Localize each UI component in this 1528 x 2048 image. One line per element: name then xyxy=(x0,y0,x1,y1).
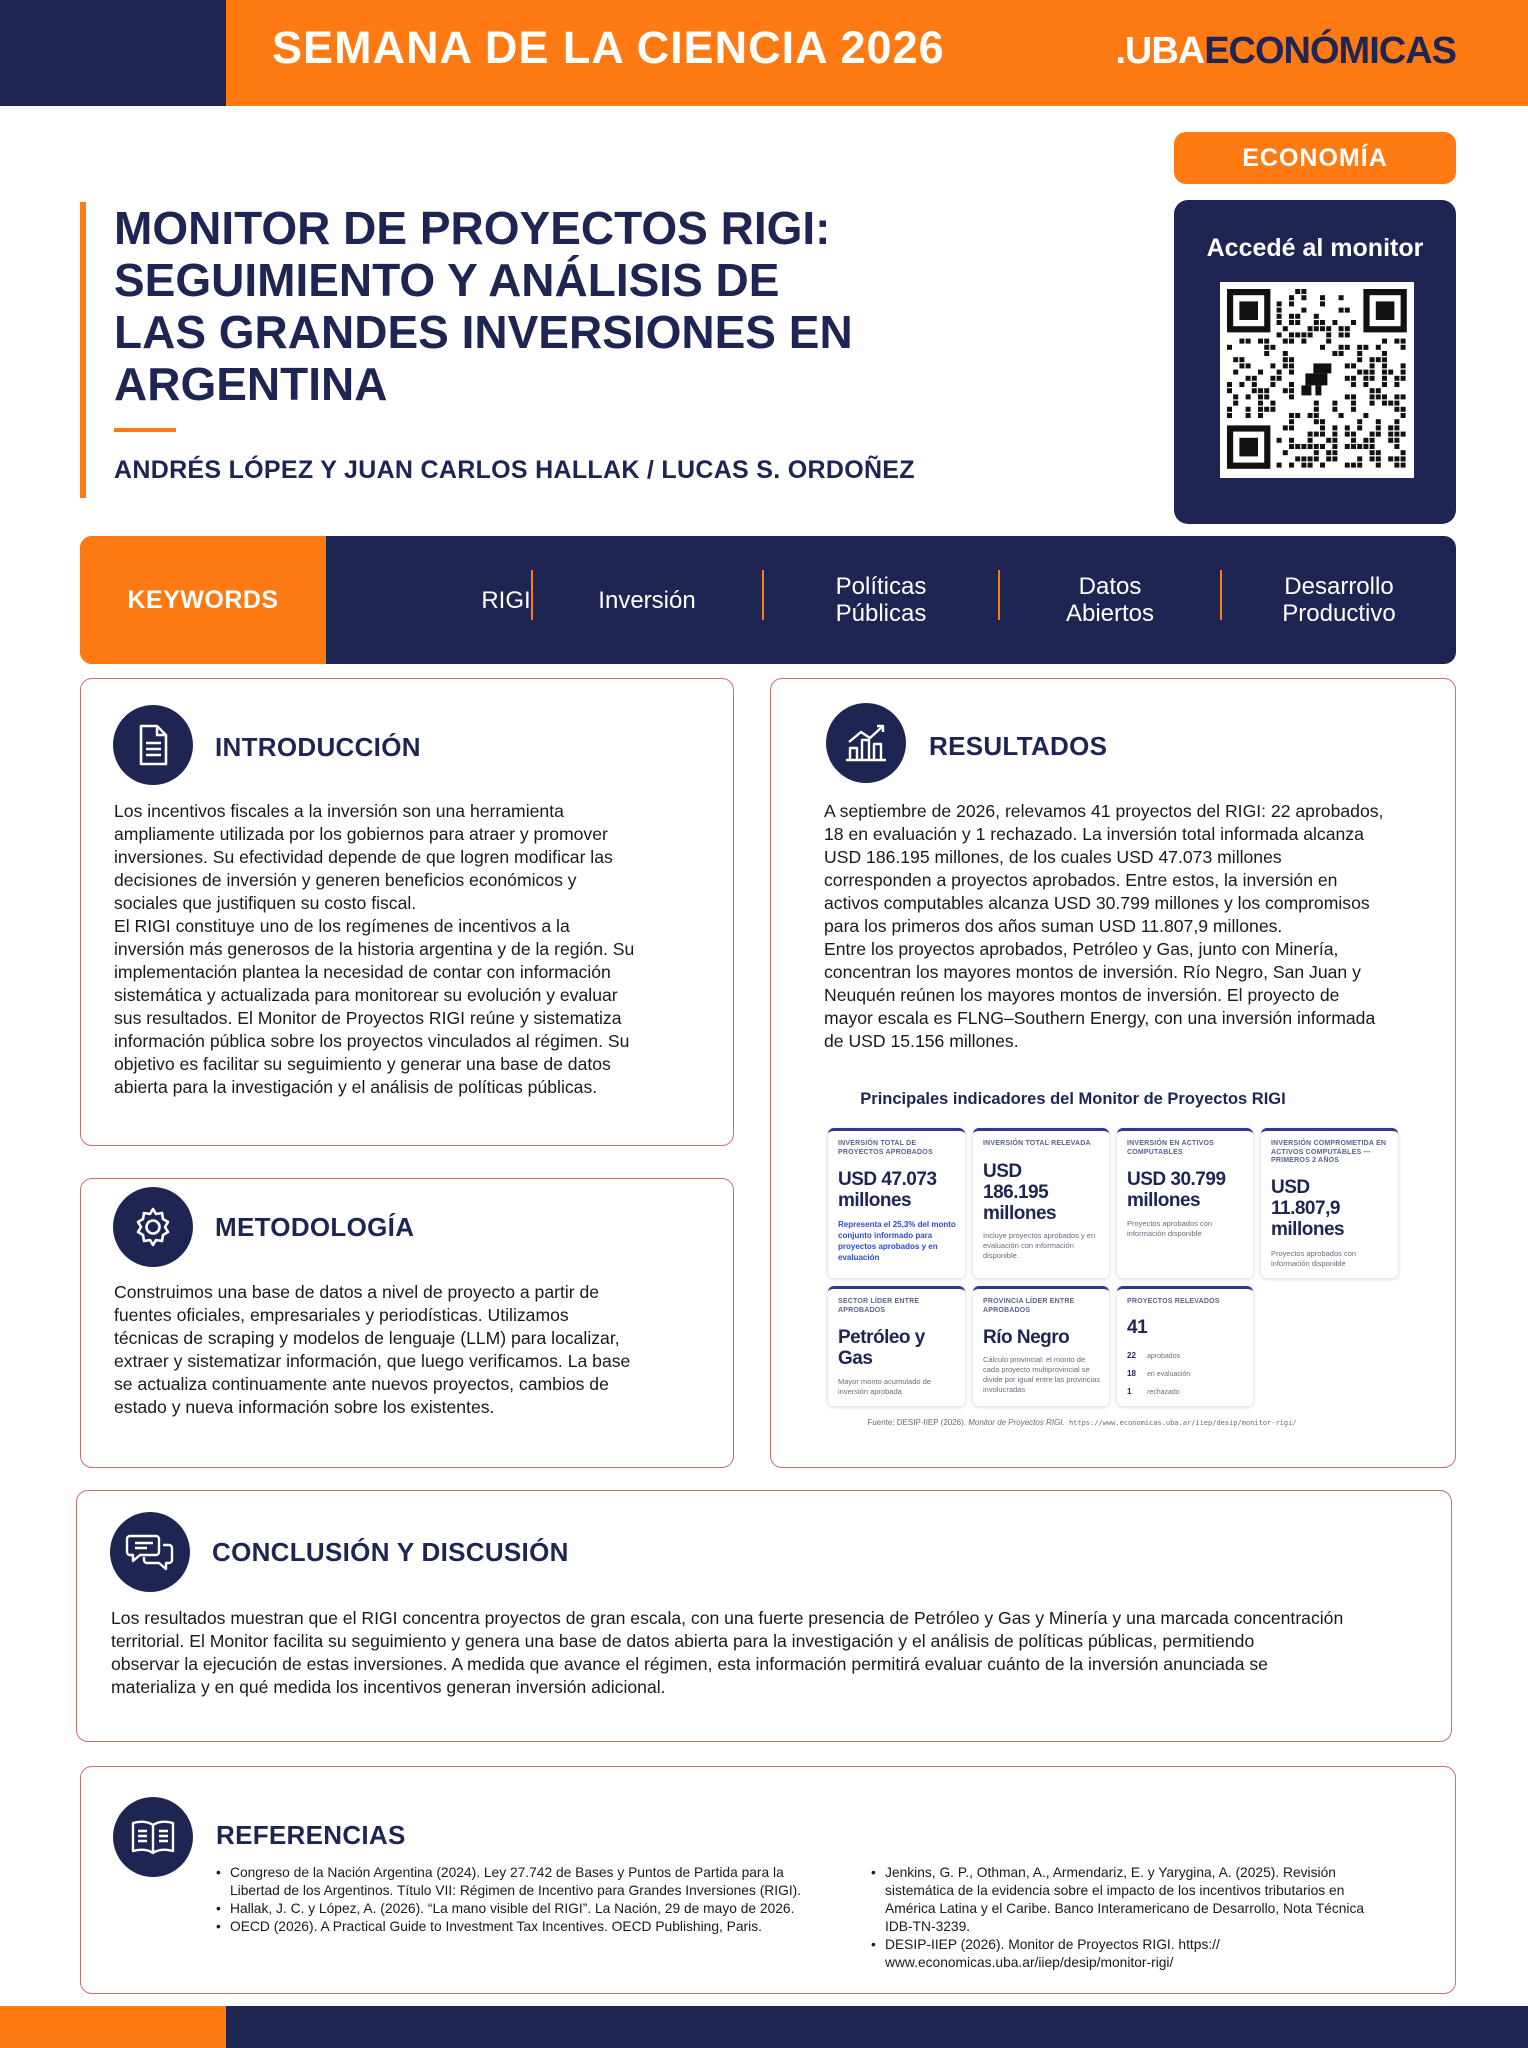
poster-title-line: ARGENTINA xyxy=(114,358,388,410)
card-value: Río Negro xyxy=(983,1327,1070,1348)
text-line: abierta para la investigación y el análisis de políticas públicas. xyxy=(114,1077,598,1097)
card-label: INVERSIÓN COMPROMETIDA EN ACTIVOS COMPUTABLES — PRIMEROS 2 AÑOS xyxy=(1271,1140,1387,1164)
card-note: Proyectos aprobados con información disponible xyxy=(1127,1219,1213,1238)
title-accent-bar xyxy=(80,202,86,498)
qr-label: Accedé al monitor xyxy=(1206,234,1424,262)
text-line: inversión más generosos de la historia argentina y de la región. Su xyxy=(114,939,635,959)
indicator-card xyxy=(1261,1128,1398,1278)
conclusion-title: CONCLUSIÓN Y DISCUSIÓN xyxy=(212,1537,569,1567)
text-line: técnicas de scraping y modelos de lenguaje (LLM) para localizar, xyxy=(114,1328,620,1348)
keyword-datos-abiertos xyxy=(1000,536,1220,664)
keywords-bar xyxy=(80,536,1456,664)
text-line: USD 186.195 millones, de los cuales USD 47.073 millones xyxy=(824,847,1282,867)
referencias-title: REFERENCIAS xyxy=(216,1820,406,1850)
card-value: USD 47.073 millones xyxy=(838,1169,937,1211)
event-title: SEMANA DE LA CIENCIA 2026 xyxy=(272,22,945,73)
card-note: Incluye proyectos aprobados y en evaluación con información disponible. xyxy=(983,1231,1096,1260)
text-line: mayor escala es FLNG–Southern Energy, con una inversión informada xyxy=(824,1008,1376,1028)
keyword-text: RIGI xyxy=(481,586,531,614)
open-book-icon xyxy=(113,1797,193,1877)
reference-line: • DESIP-IIEP (2026). Monitor de Proyectos RIGI. https:// xyxy=(885,1937,1220,1952)
reference-item xyxy=(216,1918,856,1936)
status-label: rechazado xyxy=(1147,1389,1180,1396)
keyword-politicas-publicas xyxy=(764,536,998,664)
keyword-text: Datos xyxy=(1078,573,1142,600)
keyword-text: Públicas xyxy=(835,600,927,627)
resultados-title: RESULTADOS xyxy=(929,731,1108,761)
text-line: observar la ejecución de estas inversiones. A medida que avance el régimen, esta información permitirá evaluar cuánto de la inversión anunciada se xyxy=(111,1654,1268,1674)
reference-line: Libertad de los Argentinos. Título VII: Régimen de Incentivo para Grandes Inversiones (RIGI). xyxy=(230,1883,802,1898)
keyword-text: Productivo xyxy=(1282,600,1396,627)
text-line: para los primeros dos años suman USD 11.807,9 millones. xyxy=(824,916,1283,936)
text-line: Construimos una base de datos a nivel de proyecto a partir de xyxy=(114,1282,600,1302)
card-label: PROVINCIA LÍDER ENTRE APROBADOS xyxy=(983,1298,1075,1314)
reference-item xyxy=(216,1900,856,1918)
indicator-card xyxy=(1117,1286,1253,1406)
figure-title: Principales indicadores del Monitor de Proyectos RIGI xyxy=(860,1090,1286,1108)
keyword-text: Abiertos xyxy=(1065,600,1155,627)
bar-chart-icon xyxy=(826,703,906,783)
gear-icon xyxy=(113,1187,193,1267)
reference-line: América Latina y el Caribe. Banco Interamericano de Desarrollo, Nota Técnica xyxy=(885,1901,1365,1916)
chat-bubbles-icon xyxy=(110,1512,190,1592)
card-note: Mayor monto acumulado de inversión aprobada xyxy=(838,1377,931,1396)
poster-title-line: MONITOR DE PROYECTOS RIGI: xyxy=(114,202,831,254)
status-count: 1 xyxy=(1127,1387,1132,1396)
text-line: El RIGI constituye uno de los regímenes de incentivos a la xyxy=(114,916,570,936)
text-line: implementación plantea la necesidad de contar con información xyxy=(114,962,611,982)
text-line: ampliamente utilizada por los gobiernos para atraer y promover xyxy=(114,824,608,844)
text-line: objetivo es facilitar su seguimiento y generar una base de datos xyxy=(114,1054,611,1074)
reference-line: sistemática de la evidencia sobre el impacto de los incentivos tributarios en xyxy=(885,1883,1345,1898)
area-badge: ECONOMÍA xyxy=(1174,132,1456,184)
source-url: https://www.economicas.uba.ar/iiep/desip/monitor-rigi/ xyxy=(1064,1419,1297,1427)
keywords-label: KEYWORDS xyxy=(80,536,326,664)
card-label: PROYECTOS RELEVADOS xyxy=(1127,1298,1220,1305)
reference-line: www.economicas.uba.ar/iiep/desip/monitor-rigi/ xyxy=(885,1955,1174,1970)
poster-title xyxy=(114,202,914,410)
source-text: Fuente: DESIP-IIEP (2026). xyxy=(867,1418,969,1427)
keyword-desarrollo-productivo xyxy=(1222,536,1456,664)
header-accent-block xyxy=(0,0,226,106)
text-line: materializa y en qué medida los incentivos generan inversión adicional. xyxy=(111,1677,666,1697)
poster-title-line: SEGUIMIENTO Y ANÁLISIS DE xyxy=(114,254,780,306)
status-label: aprobados xyxy=(1147,1353,1181,1360)
references-right xyxy=(871,1864,1441,1972)
uba-economicas-logo xyxy=(1115,30,1456,73)
authors: ANDRÉS LÓPEZ Y JUAN CARLOS HALLAK / LUCAS S. ORDOÑEZ xyxy=(114,456,915,484)
text-line: 18 en evaluación y 1 rechazado. La inversión total informada alcanza xyxy=(824,824,1364,844)
indicator-card xyxy=(1117,1128,1253,1278)
card-label: INVERSIÓN TOTAL RELEVADA xyxy=(983,1140,1091,1147)
card-note: Proyectos aprobados con información disponible xyxy=(1271,1249,1357,1268)
text-line: sus resultados. El Monitor de Proyectos RIGI reúne y sistematiza xyxy=(114,1008,622,1028)
indicator-card xyxy=(973,1128,1109,1278)
qr-code[interactable] xyxy=(1220,282,1414,478)
status-count: 22 xyxy=(1127,1351,1136,1360)
text-line: estado y nueva información sobre los existentes. xyxy=(114,1397,495,1417)
keyword-text: Desarrollo xyxy=(1284,573,1394,600)
reference-item xyxy=(216,1864,856,1900)
reference-line: • Jenkins, G. P., Othman, A., Armendariz, E. y Yarygina, A. (2025). Revisión xyxy=(885,1865,1336,1880)
logo-suffix: ECONÓMICAS xyxy=(1204,30,1456,72)
keyword-text: Políticas xyxy=(835,573,927,600)
logo-prefix: .UBA xyxy=(1115,30,1205,72)
text-line: extraer y sistematizar información, que luego verificamos. La base xyxy=(114,1351,631,1371)
figure-source xyxy=(822,1418,1342,1427)
indicator-card xyxy=(828,1286,965,1406)
document-icon xyxy=(113,705,193,785)
reference-item xyxy=(871,1936,1441,1972)
card-value: 41 xyxy=(1127,1317,1148,1338)
card-value: USD 30.799 millones xyxy=(1127,1169,1226,1211)
text-line: Los incentivos fiscales a la inversión son una herramienta xyxy=(114,801,564,821)
card-value: USD 11.807,9 millones xyxy=(1271,1177,1345,1240)
text-line: sociales que justifiquen su costo fiscal. xyxy=(114,893,417,913)
conclusion-body xyxy=(111,1607,1431,1699)
qr-panel xyxy=(1174,200,1456,524)
source-title: Monitor de Proyectos RIGI. xyxy=(968,1418,1065,1427)
introduccion-body xyxy=(114,800,714,1099)
qr-code-graphic xyxy=(1220,282,1414,478)
text-line: de USD 15.156 millones. xyxy=(824,1031,1019,1051)
status-row-rejected xyxy=(1127,1387,1180,1396)
card-label: SECTOR LÍDER ENTRE APROBADOS xyxy=(838,1298,920,1314)
introduccion-title: INTRODUCCIÓN xyxy=(215,732,421,762)
title-underline xyxy=(114,428,176,432)
text-line: sistemática y actualizada para monitorear su evolución y evaluar xyxy=(114,985,618,1005)
reference-line: • OECD (2026). A Practical Guide to Investment Tax Incentives. OECD Publishing, Paris. xyxy=(230,1919,762,1934)
text-line: concentran los mayores montos de inversión. Río Negro, San Juan y xyxy=(824,962,1361,982)
text-line: fuentes oficiales, empresariales y periodísticas. Utilizamos xyxy=(114,1305,569,1325)
resultados-body xyxy=(824,800,1444,1053)
status-count: 18 xyxy=(1127,1369,1136,1378)
reference-item xyxy=(871,1864,1441,1936)
card-value: USD 186.195 millones xyxy=(983,1161,1057,1224)
keyword-inversion xyxy=(532,536,762,664)
status-label: en evaluación xyxy=(1147,1371,1191,1378)
status-row-evaluation xyxy=(1127,1369,1190,1378)
card-label: INVERSIÓN TOTAL DE PROYECTOS APROBADOS xyxy=(838,1140,933,1156)
keyword-text: Inversión xyxy=(598,586,696,614)
text-line: información pública sobre los proyectos vinculados al régimen. Su xyxy=(114,1031,630,1051)
text-line: decisiones de inversión y generen beneficios económicos y xyxy=(114,870,577,890)
references-left xyxy=(216,1864,856,1936)
reference-line: IDB-TN-3239. xyxy=(885,1919,971,1934)
card-label: INVERSIÓN EN ACTIVOS COMPUTABLES xyxy=(1127,1140,1214,1156)
reference-line: • Congreso de la Nación Argentina (2024). Ley 27.742 de Bases y Puntos de Partida para la xyxy=(230,1865,784,1880)
text-line: corresponden a proyectos aprobados. Entre estos, la inversión en xyxy=(824,870,1338,890)
card-value: Petróleo y Gas xyxy=(838,1327,925,1369)
footer-bar xyxy=(226,2006,1528,2048)
metodologia-title: METODOLOGÍA xyxy=(215,1212,415,1242)
card-note: Cálculo provincial: el monto de cada proyecto multiprovincial se divide por igual entre las provincias involucradas xyxy=(983,1355,1101,1394)
text-line: inversiones. Su efectividad depende de que logren modificar las xyxy=(114,847,613,867)
text-line: se actualiza continuamente ante nuevos proyectos, cambios de xyxy=(114,1374,609,1394)
reference-line: • Hallak, J. C. y López, A. (2026). “La mano visible del RIGI”. La Nación, 29 de mayo de 2026. xyxy=(230,1901,795,1916)
metodologia-body xyxy=(114,1281,714,1419)
indicator-card xyxy=(828,1128,965,1278)
text-line: Neuquén reúnen los mayores montos de inversión. El proyecto de xyxy=(824,985,1340,1005)
card-note: Representa el 25,3% del monto conjunto informado para proyectos aprobados y en evaluación xyxy=(838,1220,956,1262)
indicator-card xyxy=(973,1286,1109,1406)
text-line: A septiembre de 2026, relevamos 41 proyectos del RIGI: 22 aprobados, xyxy=(824,801,1384,821)
text-line: Los resultados muestran que el RIGI concentra proyectos de gran escala, con una fuerte presencia de Petróleo y Gas y Minería y una marcada concentración xyxy=(111,1608,1344,1628)
footer-accent-block xyxy=(0,2006,226,2048)
text-line: territorial. El Monitor facilita su seguimiento y genera una base de datos abierta para la investigación y el análisis de políticas públicas, permitiendo xyxy=(111,1631,1255,1651)
status-row-approved xyxy=(1127,1351,1180,1360)
poster-title-line: LAS GRANDES INVERSIONES EN xyxy=(114,306,853,358)
text-line: activos computables alcanza USD 30.799 millones y los compromisos xyxy=(824,893,1370,913)
text-line: Entre los proyectos aprobados, Petróleo y Gas, junto con Minería, xyxy=(824,939,1339,959)
